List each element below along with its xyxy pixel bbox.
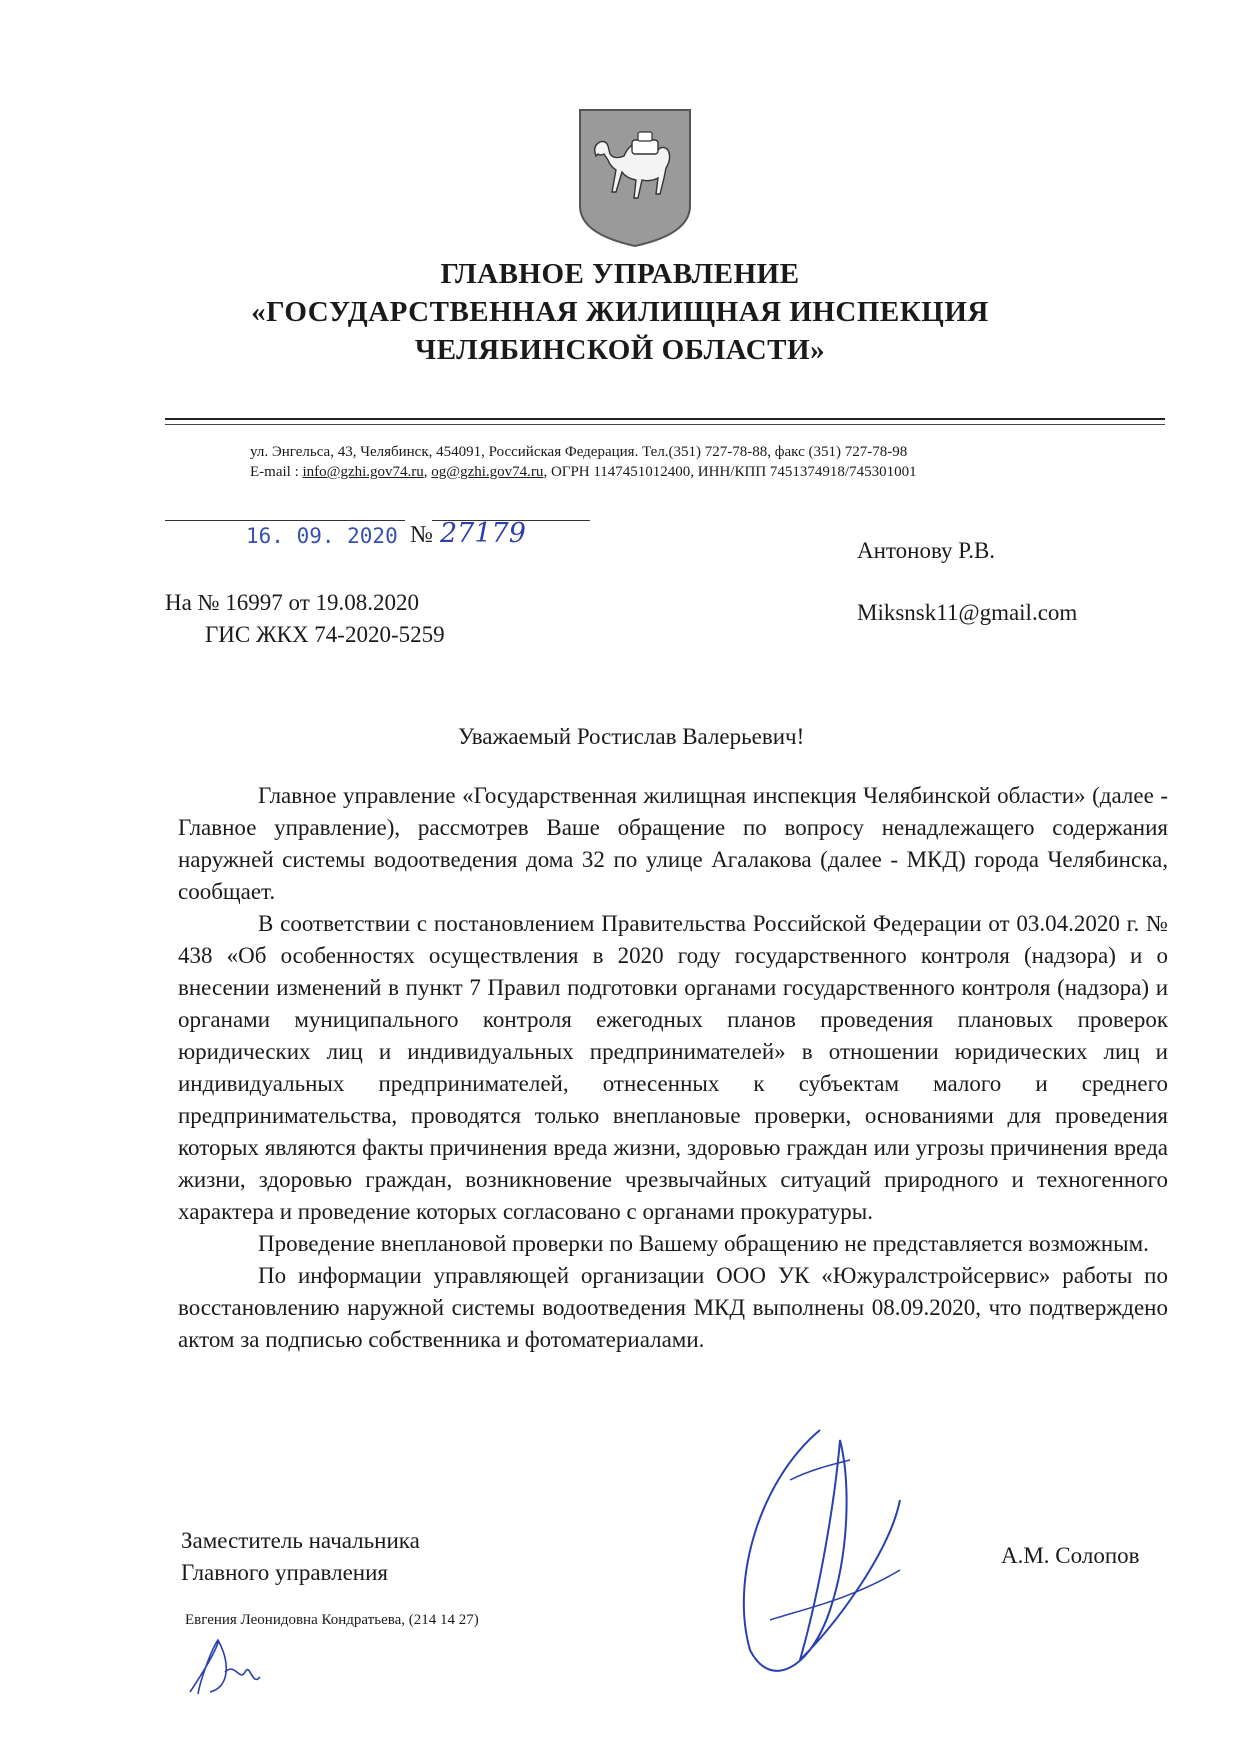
executor-info: Евгения Леонидовна Кондратьева, (214 14 27) bbox=[185, 1612, 479, 1628]
header-rule-thick bbox=[165, 418, 1165, 420]
signer-name: А.М. Солопов bbox=[1001, 1543, 1140, 1568]
address-line: ул. Энгельса, 43, Челябинск, 454091, Российская Федерация. Тел.(351) 727-78-88, факс (351) 727-78-98 bbox=[250, 444, 908, 460]
paragraph: По информации управляющей организации ООО УК «Южуралстройсервис» работы по восстановлению наружной системы водоотведения МКД выполнены 08.09.2020, что подтверждено актом за подписью собственника и фотоматериалами. bbox=[178, 1263, 1168, 1352]
registry-ids: , ОГРН 1147451012400, ИНН/КПП 7451374918/745301001 bbox=[543, 464, 917, 480]
paragraph: Проведение внеплановой проверки по Вашему обращению не представляется возможным. bbox=[258, 1231, 1149, 1256]
coat-of-arms-camel-icon bbox=[576, 106, 694, 250]
registration-date-stamp: 16. 09. 2020 bbox=[246, 524, 398, 548]
handwritten-signature bbox=[700, 1420, 960, 1700]
signer-position-line-1: Заместитель начальника bbox=[181, 1528, 420, 1553]
recipient-email: Miksnsk11@gmail.com bbox=[857, 600, 1078, 625]
salutation: Уважаемый Ростислав Валерьевич! bbox=[458, 724, 805, 749]
reference-incoming: На № 16997 от 19.08.2020 bbox=[165, 590, 420, 615]
executor-initials bbox=[180, 1632, 280, 1702]
agency-title-line-1: ГЛАВНОЕ УПРАВЛЕНИЕ bbox=[440, 258, 800, 290]
signer-position-line-2: Главного управления bbox=[181, 1560, 388, 1585]
reference-gis: ГИС ЖКХ 74-2020-5259 bbox=[205, 622, 445, 647]
email-separator: , bbox=[423, 464, 432, 480]
email-link-info[interactable]: info@gzhi.gov74.ru bbox=[302, 464, 424, 480]
paragraph: Главное управление «Государственная жилищная инспекция Челябинской области» (далее - Главное управление), рассмотрев Ваше обращение по вопросу ненадлежащего содержания наружней системы водоотведения дома 32 по улице Агалакова (далее - МКД) города Челябинска, сообщает. bbox=[178, 783, 1168, 904]
letter-body bbox=[178, 780, 1168, 1356]
contacts-line bbox=[250, 464, 917, 481]
email-link-og[interactable]: og@gzhi.gov74.ru bbox=[431, 464, 544, 480]
agency-title-line-2: «ГОСУДАРСТВЕННАЯ ЖИЛИЩНАЯ ИНСПЕКЦИЯ bbox=[251, 296, 989, 328]
date-underline bbox=[165, 520, 405, 521]
paragraph: В соответствии с постановлением Правительства Российской Федерации от 03.04.2020 г. № 438 «Об особенностях осуществления в 2020 году государственного контроля (надзора) и о внесении изменений в пункт 7 Правил подготовки органами государственного контроля (надзора) и органами муниципального контроля ежегодных планов проведения плановых проверок юридических лиц и индивидуальных предпринимателей» в отношении юридических лиц и индивидуальных предпринимателей, отнесенных к субъектам малого и среднего предпринимательства, проводятся только внеплановые проверки, основаниями для проведения которых являются факты причинения вреда жизни, здоровью граждан или угрозы причинения вреда жизни, здоровью граждан, возникновение чрезвычайных ситуаций природного и техногенного характера и проведение которых согласовано с органами прокуратуры. bbox=[178, 911, 1168, 1224]
number-sign: № bbox=[410, 522, 433, 548]
header-rule-thin bbox=[165, 424, 1165, 425]
recipient-name: Антонову Р.В. bbox=[857, 538, 996, 563]
email-label: E-mail : bbox=[250, 464, 303, 480]
registration-number-handwritten: 27179 bbox=[440, 518, 526, 549]
agency-title-line-3: ЧЕЛЯБИНСКОЙ ОБЛАСТИ» bbox=[414, 334, 826, 366]
